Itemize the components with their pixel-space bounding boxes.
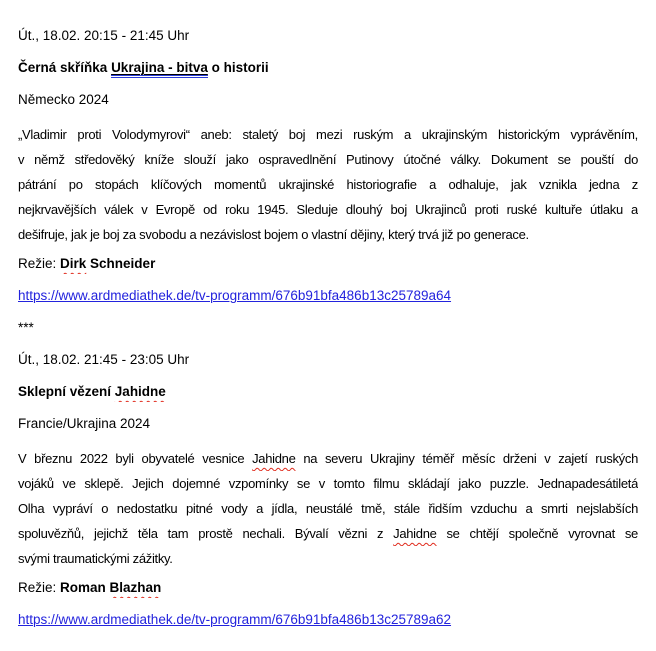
description-2-line1-post: na severu Ukrajiny téměř měsíc drženi v zajetí ruských [295, 451, 638, 466]
description-1-line: pátrání po stopách klíčových momentů ukrajinské historiografie a odhaluje, jak vznikla jedna z [18, 177, 638, 192]
description-2-line: svými traumatickými zážitky. [18, 551, 173, 566]
schedule-line-1: Út., 18.02. 20:15 - 21:45 Uhr [18, 28, 190, 43]
schedule-line-2: Út., 18.02. 21:45 - 23:05 Uhr [18, 352, 190, 367]
director-name-1-rest: Schneider [86, 256, 156, 271]
description-2-line4-post: se chtějí společně vyrovnat se [436, 526, 638, 541]
description-1-line: v němž středověký kníže slouží jako ospravedlnění Putinovy útočné války. Dokument se pouští do [18, 152, 638, 167]
description-paragraph-1 [18, 122, 638, 247]
program-title-1-underlined-phrase: Ukrajina - bitva [111, 60, 208, 78]
program-1-hyperlink[interactable]: https://www.ardmediathek.de/tv-programm/676b91bfa486b13c25789a64 [18, 288, 452, 303]
director-name-2-flagged: Blazhan [109, 580, 162, 595]
country-year-2: Francie/Ukrajina 2024 [18, 416, 151, 431]
description-2-line1-pre: V březnu 2022 byli obyvatelé vesnice [18, 451, 253, 466]
description-1-line: nejkrvavějších válek v Evropě od roku 1945. Sleduje dlouhý boj Ukrajinců proti ruské kultuře útlaku a [18, 202, 638, 217]
section-separator: *** [18, 320, 34, 335]
director-label-1: Režie: [18, 256, 61, 271]
description-2-line1-flagged-word: Jahidne [252, 451, 296, 466]
link-line-2 [18, 610, 638, 630]
program-title-2 [18, 382, 638, 402]
program-title-1-suffix: o historii [207, 60, 269, 75]
program-2-hyperlink[interactable]: https://www.ardmediathek.de/tv-programm/676b91bfa486b13c25789a62 [18, 612, 452, 627]
director-name-1-flagged: Dirk [60, 256, 87, 271]
director-line-2 [18, 578, 638, 598]
country-year-1: Německo 2024 [18, 92, 109, 107]
program-title-2-prefix: Sklepní vězení [18, 384, 115, 399]
director-name-2-clean: Roman [60, 580, 110, 595]
program-title-1-prefix: Černá skříňka [18, 60, 112, 75]
description-2-line [18, 521, 638, 546]
description-2-line [18, 446, 638, 471]
description-paragraph-2 [18, 446, 638, 571]
description-1-line: „Vladimir proti Volodymyrovi“ aneb: staletý boj mezi ruským a ukrajinským historickým vyprávěním, [18, 127, 638, 142]
description-2-line: Olha vypráví o nedostatku pitné vody a jídla, neustálé tmě, stále řidším vzduchu a smrti nejslabších [18, 501, 638, 516]
description-2-line4-flagged-word: Jahidne [393, 526, 437, 541]
description-2-line4-pre: spoluvězňů, jejichž těla tam prostě nechali. Bývalí vězni z [18, 526, 394, 541]
description-2-line: vojáků ve sklepě. Jejich dojemné vzpomínky se v tomto filmu skládají jako puzzle. Jednapadesátiletá [18, 476, 638, 491]
director-line-1 [18, 254, 638, 274]
director-label-2: Režie: [18, 580, 61, 595]
link-line-1 [18, 286, 638, 306]
program-title-1 [18, 58, 638, 78]
program-title-2-flagged-word: Jahidne [114, 384, 166, 399]
description-1-line: dešifruje, jak je boj za svobodu a nezávislost bojem o vlastní dějiny, který trvá již po generace. [18, 227, 529, 242]
